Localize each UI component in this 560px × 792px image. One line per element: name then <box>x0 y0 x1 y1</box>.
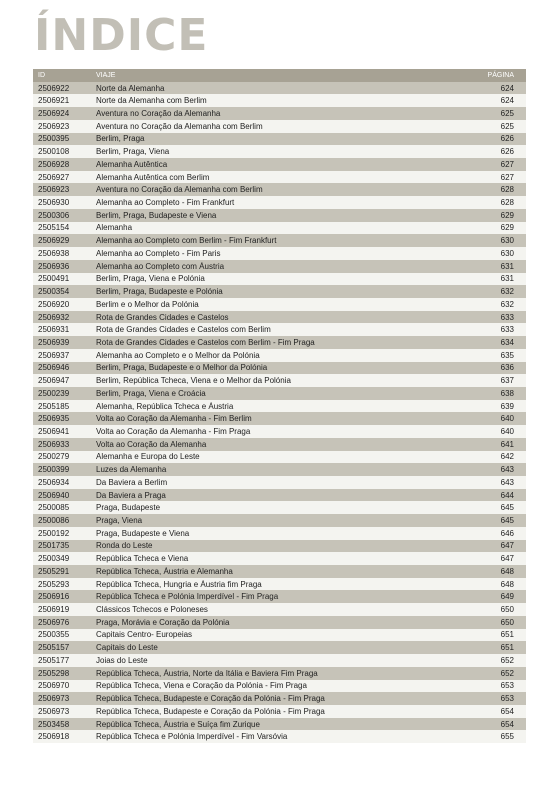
row-page: 650 <box>500 605 514 615</box>
row-page: 625 <box>500 121 514 131</box>
row-page: 625 <box>500 109 514 119</box>
table-row <box>33 374 526 387</box>
row-page: 635 <box>500 350 514 360</box>
row-trip: República Tcheca, Viena e Coração da Polónia - Fim Praga <box>96 681 307 691</box>
row-trip: Ronda do Leste <box>96 541 153 551</box>
table-row <box>33 247 526 260</box>
row-id: 2506936 <box>38 261 70 271</box>
row-trip: República Tcheca e Polónia Imperdível - Fim Varsóvia <box>96 732 288 742</box>
row-id: 2506930 <box>38 198 70 208</box>
row-id: 2500108 <box>38 147 70 157</box>
row-trip: Volta ao Coração da Alemanha - Fim Berlim <box>96 414 252 424</box>
row-id: 2505298 <box>38 668 70 678</box>
row-trip: Alemanha ao Completo com Áustria <box>96 261 225 271</box>
row-page: 640 <box>500 414 514 424</box>
row-id: 2505154 <box>38 223 70 233</box>
row-page: 640 <box>500 426 514 436</box>
row-id: 2500399 <box>38 465 70 475</box>
row-page: 643 <box>500 477 514 487</box>
table-row <box>33 667 526 680</box>
index-table <box>33 69 526 743</box>
row-trip: República Tcheca e Polónia Imperdível - Fim Praga <box>96 592 279 602</box>
row-id: 2500192 <box>38 528 70 538</box>
row-trip: República Tcheca, Áustria e Suíça fim Zurique <box>96 719 260 729</box>
row-id: 2506932 <box>38 312 70 322</box>
row-trip: Capitais do Leste <box>96 643 158 653</box>
row-page: 645 <box>500 516 514 526</box>
row-trip: Alemanha ao Completo - Fim Paris <box>96 248 221 258</box>
row-id: 2506923 <box>38 185 70 195</box>
table-row <box>33 527 526 540</box>
table-row <box>33 285 526 298</box>
table-row <box>33 298 526 311</box>
row-trip: Aventura no Coração da Alemanha com Berlim <box>96 121 263 131</box>
row-id: 2506973 <box>38 706 70 716</box>
row-id: 2500085 <box>38 503 70 513</box>
table-row <box>33 654 526 667</box>
row-id: 2500239 <box>38 388 70 398</box>
table-row <box>33 133 526 146</box>
row-id: 2506940 <box>38 490 70 500</box>
table-row <box>33 680 526 693</box>
row-id: 2505293 <box>38 579 70 589</box>
row-page: 628 <box>500 198 514 208</box>
row-id: 2500354 <box>38 287 70 297</box>
row-id: 2500279 <box>38 452 70 462</box>
row-page: 651 <box>500 643 514 653</box>
table-row <box>33 603 526 616</box>
table-row <box>33 273 526 286</box>
row-page: 637 <box>500 376 514 386</box>
row-trip: Alemanha ao Completo e o Melhor da Polónia <box>96 350 260 360</box>
table-row <box>33 222 526 235</box>
row-trip: Alemanha <box>96 223 133 233</box>
row-page: 644 <box>500 490 514 500</box>
table-row <box>33 107 526 120</box>
table-row <box>33 234 526 247</box>
row-id: 2500395 <box>38 134 70 144</box>
row-id: 2506919 <box>38 605 70 615</box>
row-page: 647 <box>500 554 514 564</box>
table-row <box>33 260 526 273</box>
table-row <box>33 311 526 324</box>
row-page: 642 <box>500 452 514 462</box>
row-page: 646 <box>500 528 514 538</box>
row-page: 643 <box>500 465 514 475</box>
row-page: 631 <box>500 274 514 284</box>
row-id: 2506934 <box>38 477 70 487</box>
row-trip: República Tcheca e Viena <box>96 554 189 564</box>
table-row <box>33 400 526 413</box>
table-row <box>33 565 526 578</box>
row-page: 627 <box>500 159 514 169</box>
row-page: 626 <box>500 134 514 144</box>
table-row <box>33 590 526 603</box>
row-page: 653 <box>500 694 514 704</box>
table-row <box>33 209 526 222</box>
row-trip: Berlim, Praga, Viena <box>96 147 170 157</box>
row-id: 2506916 <box>38 592 70 602</box>
column-header-trip: VIAJE <box>96 71 116 79</box>
row-trip: Aventura no Coração da Alemanha com Berlim <box>96 185 263 195</box>
row-trip: Alemanha ao Completo - Fim Frankfurt <box>96 198 235 208</box>
table-row <box>33 501 526 514</box>
row-page: 629 <box>500 223 514 233</box>
row-page: 648 <box>500 566 514 576</box>
row-id: 2500355 <box>38 630 70 640</box>
row-trip: Rota de Grandes Cidades e Castelos com Berlim <box>96 325 271 335</box>
row-trip: Berlim e o Melhor da Polónia <box>96 299 199 309</box>
row-page: 629 <box>500 210 514 220</box>
column-header-id: ID <box>38 71 45 79</box>
row-trip: Luzes da Alemanha <box>96 465 167 475</box>
row-page: 653 <box>500 681 514 691</box>
row-trip: República Tcheca, Hungria e Áustria fim Praga <box>96 579 262 589</box>
row-trip: Alemanha e Europa do Leste <box>96 452 200 462</box>
table-row <box>33 540 526 553</box>
row-id: 2506927 <box>38 172 70 182</box>
row-id: 2500349 <box>38 554 70 564</box>
row-page: 634 <box>500 337 514 347</box>
table-body <box>33 82 526 743</box>
table-row <box>33 349 526 362</box>
row-id: 2506921 <box>38 96 70 106</box>
row-page: 654 <box>500 706 514 716</box>
row-id: 2506939 <box>38 337 70 347</box>
table-row <box>33 552 526 565</box>
row-id: 2506931 <box>38 325 70 335</box>
row-id: 2506941 <box>38 426 70 436</box>
table-row <box>33 730 526 743</box>
table-row <box>33 463 526 476</box>
row-page: 639 <box>500 401 514 411</box>
row-id: 2505291 <box>38 566 70 576</box>
row-page: 624 <box>500 96 514 106</box>
row-trip: Berlim, Praga, Budapeste e o Melhor da Polónia <box>96 363 268 373</box>
table-row <box>33 387 526 400</box>
row-trip: Norte da Alemanha com Berlim <box>96 96 207 106</box>
row-page: 630 <box>500 236 514 246</box>
row-page: 632 <box>500 287 514 297</box>
row-id: 2506923 <box>38 121 70 131</box>
row-trip: Berlim, Praga, Viena e Croácia <box>96 388 206 398</box>
row-trip: Norte da Alemanha <box>96 83 165 93</box>
row-id: 2505177 <box>38 655 70 665</box>
row-id: 2506933 <box>38 439 70 449</box>
table-row <box>33 145 526 158</box>
row-trip: Berlim, Praga <box>96 134 145 144</box>
row-trip: República Tcheca, Áustria e Alemanha <box>96 566 233 576</box>
table-row <box>33 629 526 642</box>
row-trip: Praga, Viena <box>96 516 143 526</box>
row-trip: Alemanha ao Completo com Berlim - Fim Frankfurt <box>96 236 277 246</box>
row-id: 2505185 <box>38 401 70 411</box>
table-row <box>33 692 526 705</box>
table-row <box>33 323 526 336</box>
row-trip: República Tcheca, Budapeste e Coração da Polónia - Fim Praga <box>96 706 325 716</box>
row-page: 630 <box>500 248 514 258</box>
row-id: 2501735 <box>38 541 70 551</box>
row-id: 2506920 <box>38 299 70 309</box>
row-id: 2506935 <box>38 414 70 424</box>
row-page: 655 <box>500 732 514 742</box>
table-row <box>33 476 526 489</box>
row-trip: Volta ao Coração da Alemanha <box>96 439 207 449</box>
row-page: 633 <box>500 312 514 322</box>
table-row <box>33 641 526 654</box>
row-page: 626 <box>500 147 514 157</box>
row-trip: Berlim, República Tcheca, Viena e o Melhor da Polónia <box>96 376 291 386</box>
table-row <box>33 578 526 591</box>
row-trip: Da Baviera a Praga <box>96 490 166 500</box>
row-page: 631 <box>500 261 514 271</box>
table-row <box>33 362 526 375</box>
column-header-page: PÁGINA <box>487 71 514 79</box>
table-row <box>33 438 526 451</box>
row-trip: Praga, Morávia e Coração da Polónia <box>96 617 230 627</box>
row-id: 2506918 <box>38 732 70 742</box>
row-trip: Volta ao Coração da Alemanha - Fim Praga <box>96 426 251 436</box>
row-id: 2503458 <box>38 719 70 729</box>
table-row <box>33 120 526 133</box>
row-trip: Joias do Leste <box>96 655 148 665</box>
row-page: 652 <box>500 655 514 665</box>
row-id: 2505157 <box>38 643 70 653</box>
row-page: 641 <box>500 439 514 449</box>
row-page: 650 <box>500 617 514 627</box>
table-row <box>33 158 526 171</box>
row-trip: Alemanha Autêntica <box>96 159 168 169</box>
row-trip: Berlim, Praga, Budapeste e Viena <box>96 210 217 220</box>
row-trip: Da Baviera a Berlim <box>96 477 168 487</box>
row-trip: Rota de Grandes Cidades e Castelos com Berlim - Fim Praga <box>96 337 315 347</box>
row-id: 2506929 <box>38 236 70 246</box>
row-trip: República Tcheca, Áustria, Norte da Itália e Baviera Fim Praga <box>96 668 318 678</box>
row-id: 2506970 <box>38 681 70 691</box>
table-row <box>33 94 526 107</box>
table-row <box>33 336 526 349</box>
table-row <box>33 196 526 209</box>
row-id: 2506947 <box>38 376 70 386</box>
row-page: 647 <box>500 541 514 551</box>
row-id: 2500086 <box>38 516 70 526</box>
page-title: ÍNDICE <box>34 10 209 61</box>
table-row <box>33 82 526 95</box>
row-id: 2500306 <box>38 210 70 220</box>
row-trip: Praga, Budapeste e Viena <box>96 528 190 538</box>
row-trip: República Tcheca, Budapeste e Coração da Polónia - Fim Praga <box>96 694 325 704</box>
row-trip: Clássicos Tchecos e Poloneses <box>96 605 208 615</box>
row-page: 652 <box>500 668 514 678</box>
row-page: 633 <box>500 325 514 335</box>
row-page: 651 <box>500 630 514 640</box>
row-trip: Alemanha, República Tcheca e Áustria <box>96 401 234 411</box>
table-row <box>33 514 526 527</box>
row-page: 648 <box>500 579 514 589</box>
row-page: 627 <box>500 172 514 182</box>
row-trip: Aventura no Coração da Alemanha <box>96 109 221 119</box>
row-id: 2506922 <box>38 83 70 93</box>
row-page: 628 <box>500 185 514 195</box>
row-id: 2506924 <box>38 109 70 119</box>
row-id: 2506928 <box>38 159 70 169</box>
row-page: 654 <box>500 719 514 729</box>
table-row <box>33 616 526 629</box>
row-page: 645 <box>500 503 514 513</box>
row-id: 2506937 <box>38 350 70 360</box>
table-header <box>33 69 526 82</box>
row-page: 636 <box>500 363 514 373</box>
row-id: 2506976 <box>38 617 70 627</box>
row-trip: Alemanha Autêntica com Berlim <box>96 172 210 182</box>
table-row <box>33 718 526 731</box>
table-row <box>33 705 526 718</box>
table-row <box>33 183 526 196</box>
row-page: 624 <box>500 83 514 93</box>
row-id: 2500491 <box>38 274 70 284</box>
row-trip: Rota de Grandes Cidades e Castelos <box>96 312 229 322</box>
row-id: 2506946 <box>38 363 70 373</box>
table-row <box>33 412 526 425</box>
table-row <box>33 425 526 438</box>
table-row <box>33 451 526 464</box>
row-trip: Praga, Budapeste <box>96 503 161 513</box>
row-page: 649 <box>500 592 514 602</box>
row-id: 2506938 <box>38 248 70 258</box>
row-page: 638 <box>500 388 514 398</box>
row-trip: Capitais Centro- Europeias <box>96 630 193 640</box>
table-row <box>33 171 526 184</box>
row-page: 632 <box>500 299 514 309</box>
row-trip: Berlim, Praga, Viena e Polónia <box>96 274 205 284</box>
table-row <box>33 489 526 502</box>
row-id: 2506973 <box>38 694 70 704</box>
row-trip: Berlim, Praga, Budapeste e Polónia <box>96 287 223 297</box>
